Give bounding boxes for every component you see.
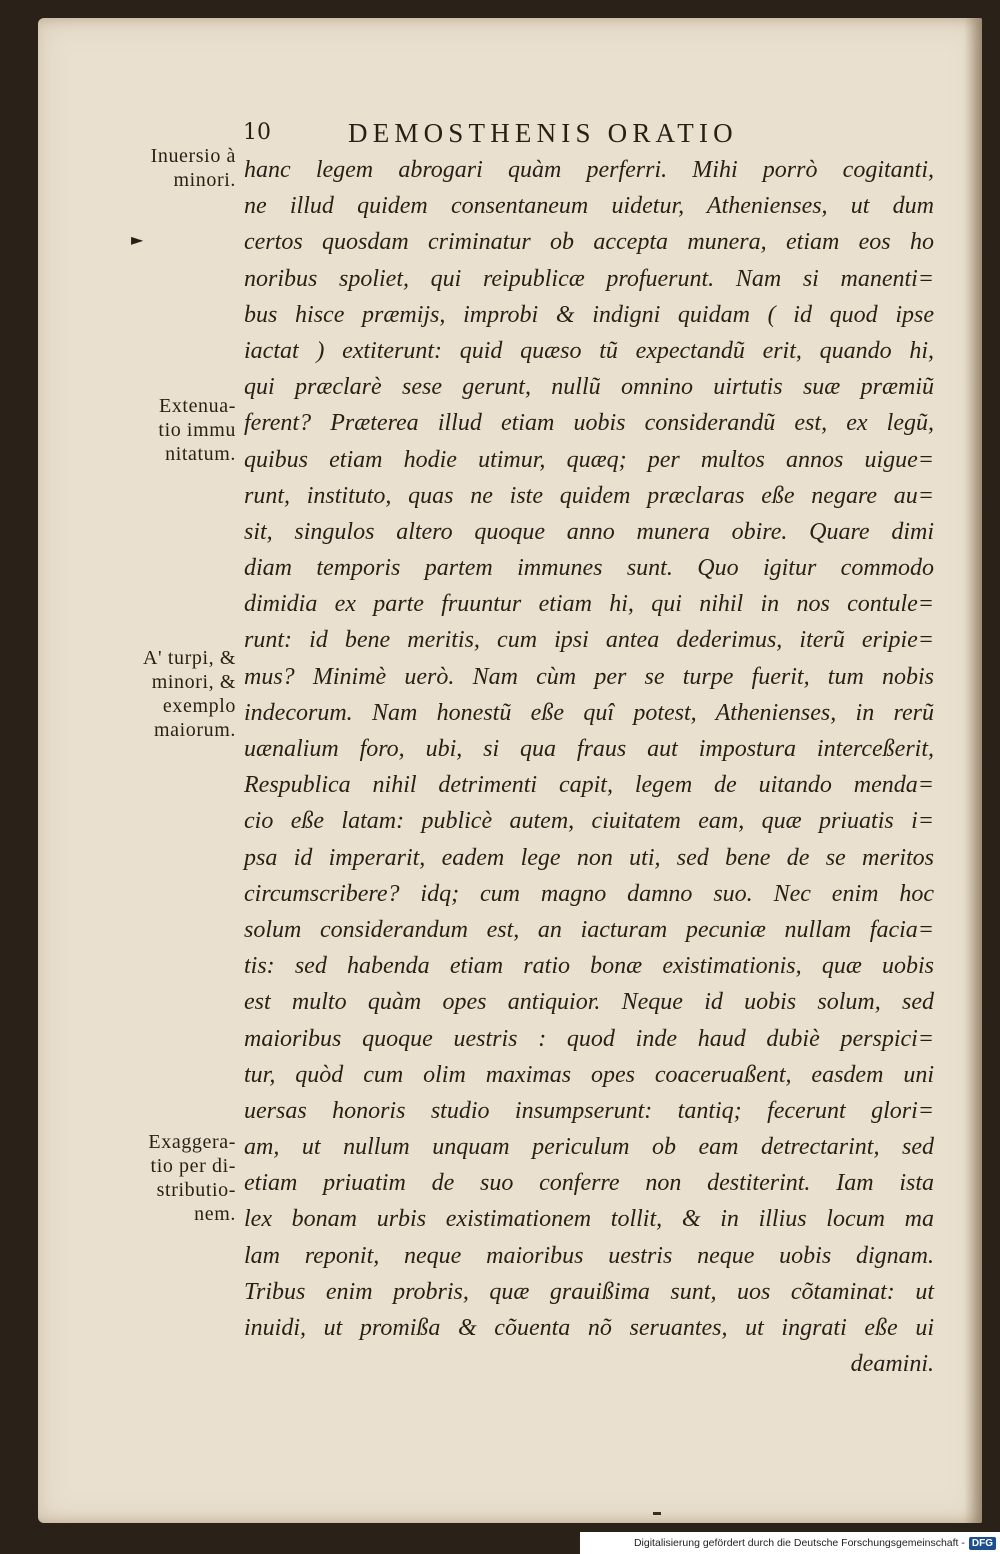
attribution-bar <box>580 1532 1000 1554</box>
text-line: est multo quàm opes antiquior. Neque id uobis solum, sed <box>244 989 934 1016</box>
text-line: noribus spoliet, qui reipublicæ profuerunt. Nam si manenti= <box>244 265 934 292</box>
text-line: runt, instituto, quas ne iste quidem præclaras eße negare au= <box>244 482 934 509</box>
text-line: am, ut nullum unquam periculum ob eam detrectarint, sed <box>244 1134 934 1161</box>
text-line: deamini. <box>850 1351 934 1378</box>
text-line: lex bonam urbis existimationem tollit, & in illius locum ma <box>244 1206 934 1233</box>
text-line: uænalium foro, ubi, si qua fraus aut impostura interceßerit, <box>244 736 934 762</box>
margin-note-inversio: Inuersio à minori. <box>150 145 236 191</box>
text-line: ne illud quidem consentaneum uidetur, Athenienses, ut dum <box>244 193 934 220</box>
text-line: tur, quòd cum olim maximas opes coaceruaßent, easdem uni <box>244 1061 934 1088</box>
text-line: dimidia ex parte fruuntur etiam hi, qui nihil in nos contule= <box>244 591 934 618</box>
book-page <box>38 18 982 1523</box>
attribution-text: Digitalisierung gefördert durch die Deutsche Forschungsgemeinschaft - <box>633 1537 965 1549</box>
page-gutter-shadow <box>964 18 982 1523</box>
text-line: cio eße latam: publicè autem, ciuitatem eam, quæ priuatis i= <box>244 808 934 835</box>
text-line: tis: sed habenda etiam ratio bonæ existimationis, quæ uobis <box>244 953 934 980</box>
text-line: maioribus quoque uestris : quod inde haud dubiè perspici= <box>244 1025 934 1052</box>
margin-note-a-turpi: A' turpi, & minori, & exemplo maiorum. <box>143 647 236 741</box>
text-line: sit, singulos altero quoque anno munera obire. Quare dimi <box>244 518 934 545</box>
running-head: DEMOSTHENIS ORATIO <box>348 118 738 148</box>
margin-note-extenuatio: Extenua- tio immu nitatum. <box>158 395 236 465</box>
text-line: Respublica nihil detrimenti capit, legem de uitando menda= <box>244 772 934 799</box>
text-line: indecorum. Nam honestũ eße quî potest, Athenienses, in rerũ <box>244 699 934 726</box>
text-line: uersas honoris studio insumpserunt: tantiq; fecerunt glori= <box>244 1097 934 1124</box>
text-line: Tribus enim probris, quæ grauißima sunt, uos cõtaminat: ut <box>244 1278 934 1305</box>
text-line: quibus etiam hodie utimur, quæq; per multos annos uigue= <box>244 446 934 473</box>
text-line: lam reponit, neque maioribus uestris neque uobis dignam. <box>244 1242 934 1269</box>
margin-note-exaggeratio: Exaggera- tio per di- stributio- nem. <box>148 1131 236 1225</box>
text-line: inuidi, ut promißa & cõuenta nõ seruantes, ut ingrati eße ui <box>244 1315 934 1341</box>
text-line: iactat ) extiterunt: quid quæso tũ expectandũ erit, quando hi, <box>244 337 934 364</box>
text-line: certos quosdam criminatur ob accepta munera, etiam eos ho <box>244 229 934 256</box>
footer-mark <box>653 1512 661 1515</box>
text-line: psa id imperarit, eadem lege non uti, sed bene de se meritos <box>244 844 934 871</box>
text-line: runt: id bene meritis, cum ipsi antea dederimus, iterũ eripie= <box>244 627 934 654</box>
text-line: bus hisce præmijs, improbi & indigni quidam ( id quod ipse <box>244 301 934 328</box>
page-number: 10 <box>243 120 271 145</box>
pointing-hand-icon: ► <box>131 230 144 249</box>
text-line: etiam priuatim de suo conferre non destiterint. Iam ista <box>244 1170 934 1197</box>
text-line: mus? Minimè uerò. Nam cùm per se turpe fuerit, tum nobis <box>244 663 934 690</box>
body-text <box>244 152 934 1382</box>
text-line: ferent? Præterea illud etiam uobis considerandũ est, ex legũ, <box>244 410 934 437</box>
text-line: solum considerandum est, an iacturam pecuniæ nullam facia= <box>244 916 934 943</box>
text-line: hanc legem abrogari quàm perferri. Mihi porrò cogitanti, <box>244 157 934 183</box>
text-line: diam temporis partem immunes sunt. Quo igitur commodo <box>244 555 934 582</box>
dfg-logo: DFG <box>969 1537 996 1550</box>
text-line: circumscribere? idq; cum magno damno suo. Nec enim hoc <box>244 880 934 907</box>
text-line: qui præclarè sese gerunt, nullũ omnino uirtutis suæ præmiũ <box>244 374 934 401</box>
